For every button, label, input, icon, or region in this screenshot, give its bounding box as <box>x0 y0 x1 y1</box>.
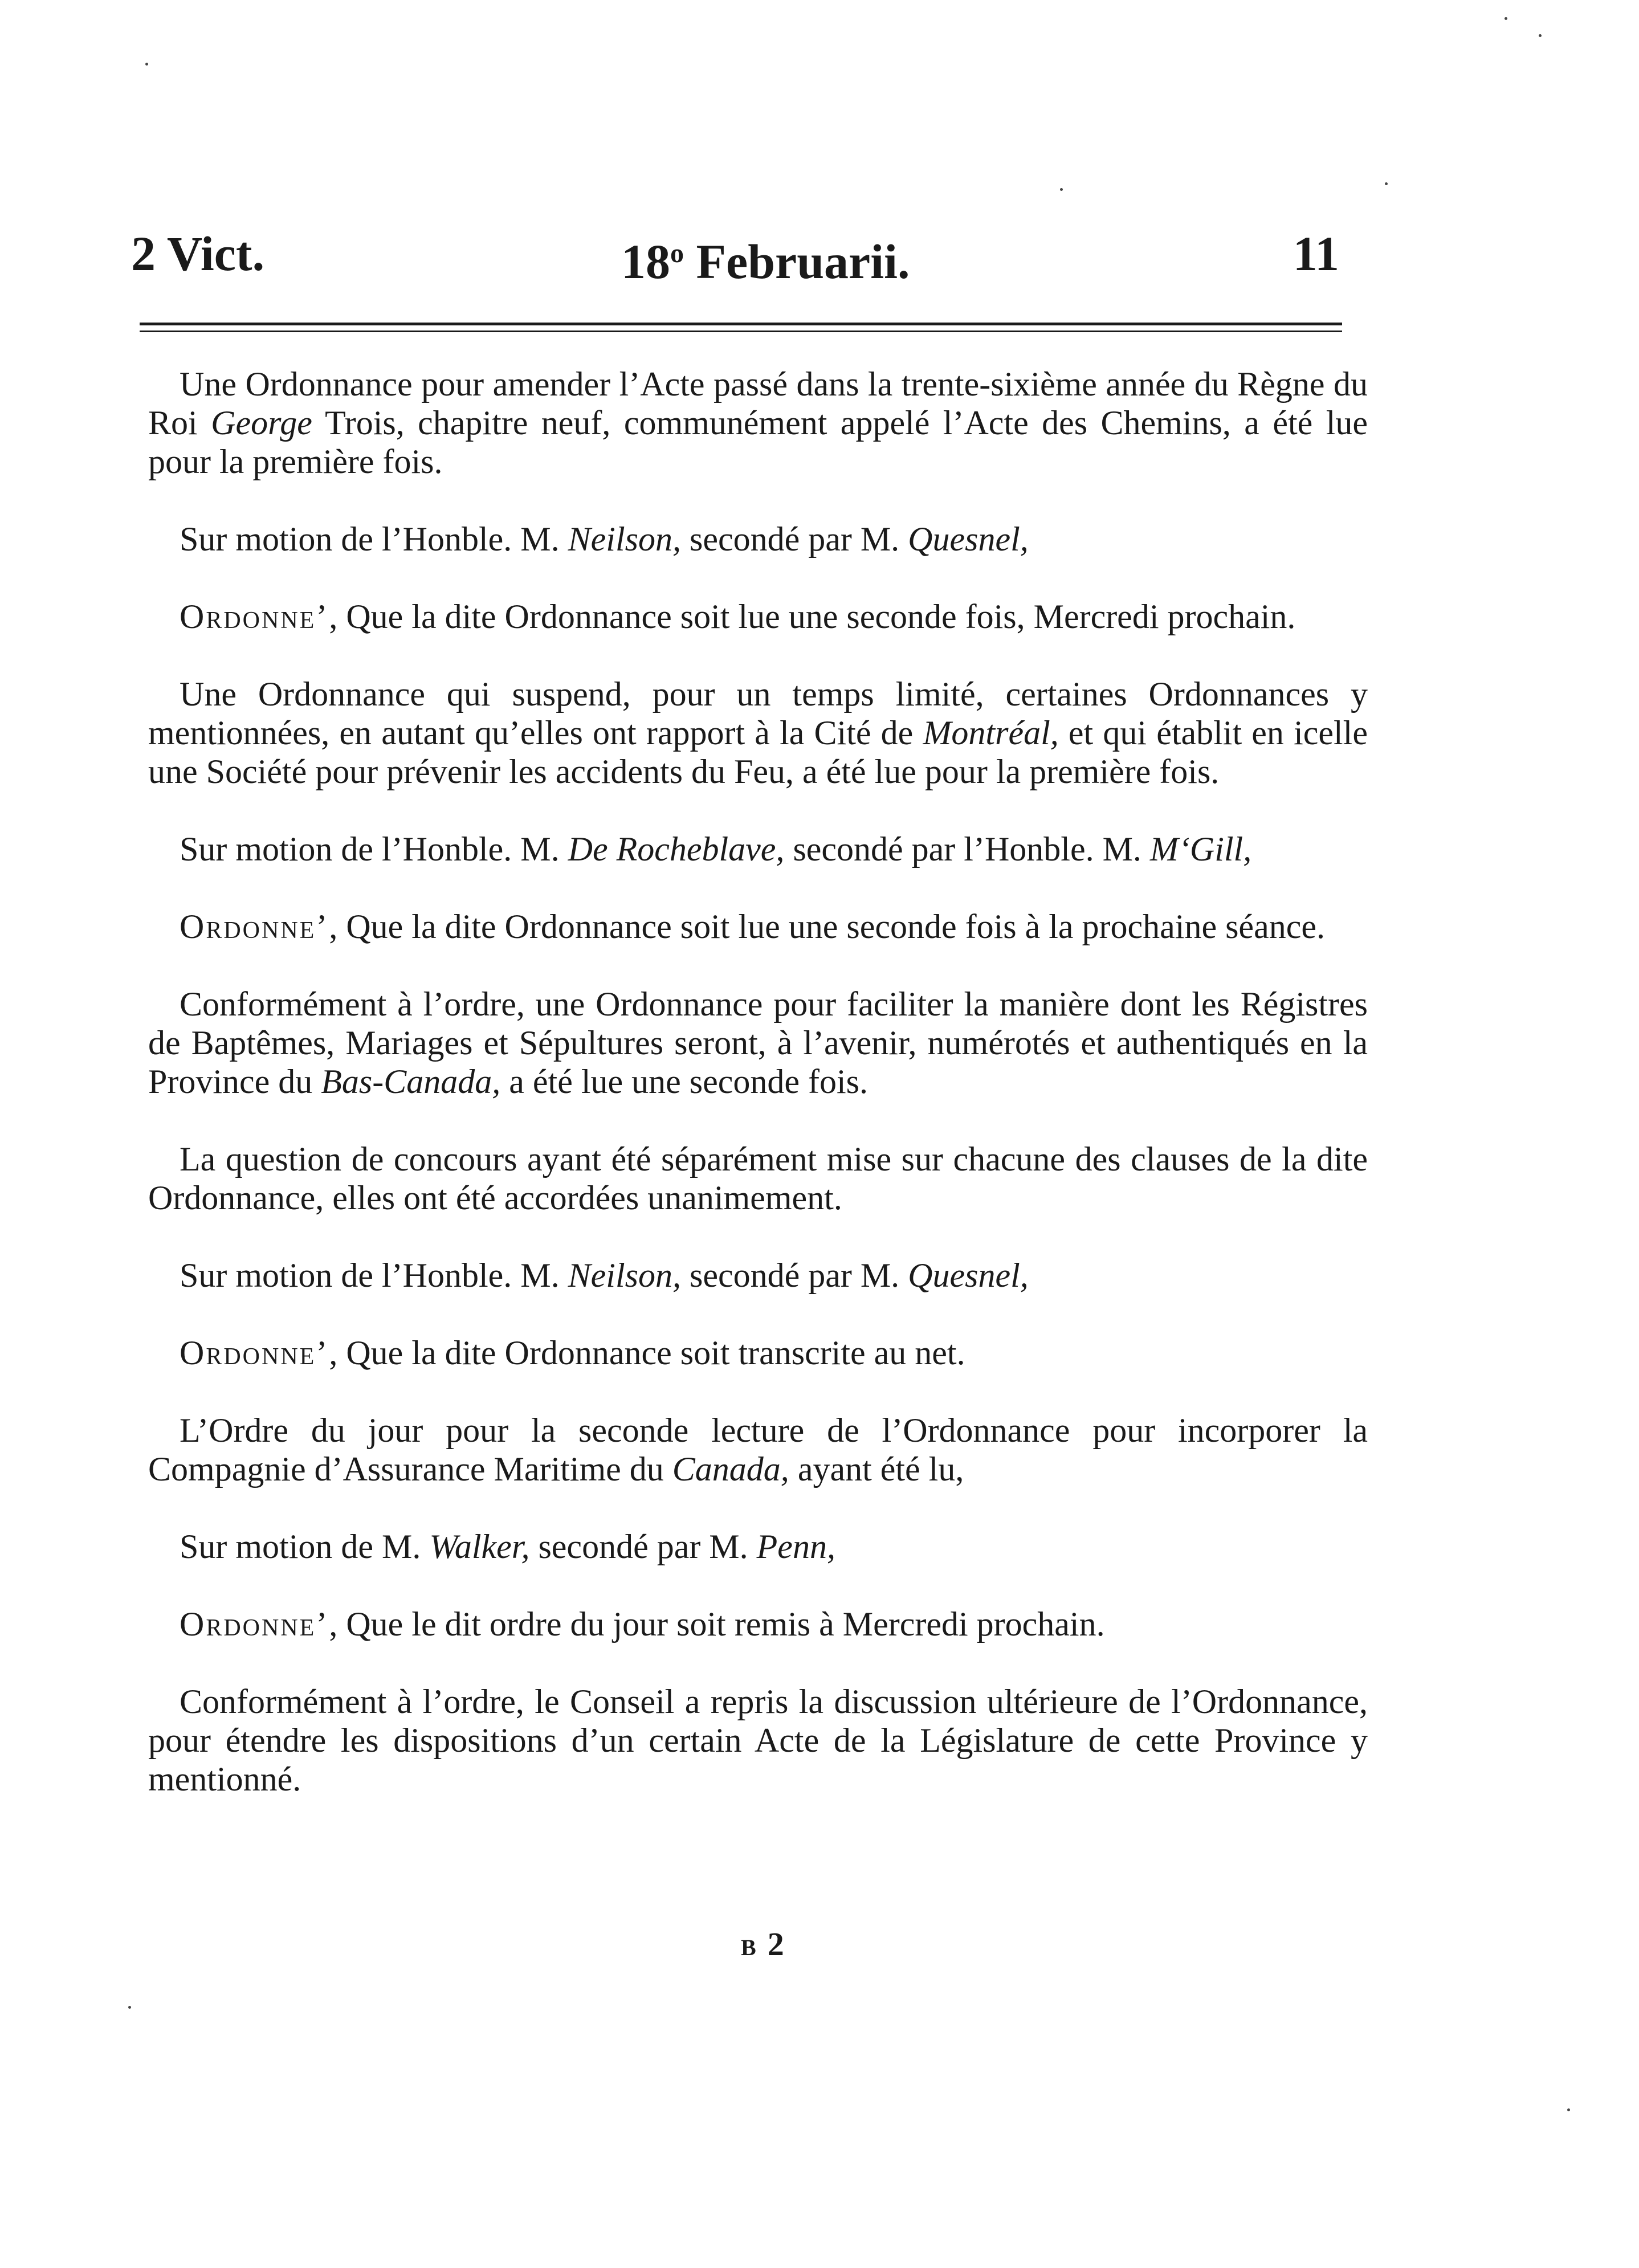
paragraph-text: , Que la dite Ordonnance soit lue une seconde fois, Mercredi prochain. <box>329 598 1296 635</box>
paragraph <box>148 1682 1368 1798</box>
paragraph <box>148 907 1368 946</box>
signature-mark <box>741 1925 791 1963</box>
italic-name: De Rocheblave, <box>568 830 785 868</box>
paragraph-text: Une Ordonnance qui suspend, pour un temps limité, certaines Ordonnances y mentionnées, en autant qu’elles ont rapport à la Cité de <box>148 675 1368 752</box>
signature-number: 2 <box>767 1926 791 1963</box>
scan-speck <box>1505 17 1507 20</box>
header-rule-thin <box>140 331 1342 332</box>
paragraph-text: Sur motion de l’Honble. M. <box>180 830 568 868</box>
paragraph <box>148 1256 1368 1295</box>
header-date-month: Februarii. <box>696 234 910 289</box>
paragraph <box>148 830 1368 868</box>
body-text <box>148 365 1368 1837</box>
scan-speck <box>1060 188 1063 191</box>
paragraph-text: Sur motion de l’Honble. M. <box>180 1257 568 1294</box>
signature-letter: B <box>741 1935 756 1960</box>
italic-name: Neilson, <box>568 520 681 558</box>
scan-speck <box>1539 34 1542 37</box>
paragraph-text: , Que le dit ordre du jour soit remis à Mercredi prochain. <box>329 1605 1105 1643</box>
paragraph-text: a été lue une seconde fois. <box>500 1063 869 1100</box>
paragraph-text: Sur motion de M. <box>180 1528 430 1565</box>
italic-name: Quesnel, <box>908 520 1029 558</box>
italic-name: Penn, <box>756 1528 835 1565</box>
paragraph-text: ayant été lu, <box>789 1450 964 1488</box>
italic-name: Walker, <box>429 1528 530 1565</box>
header-rule-thick <box>140 323 1342 325</box>
italic-name: Neilson, <box>568 1257 681 1294</box>
header-date-number: 18 <box>621 234 670 289</box>
ordonne-label: Ordonne’ <box>180 908 329 945</box>
paragraph-text: La question de concours ayant été séparément mise sur chacune des clauses de la dite Ordonnance, elles ont été accordées unanimement. <box>148 1140 1368 1217</box>
running-header <box>131 222 1339 289</box>
paragraph <box>148 365 1368 481</box>
paragraph <box>148 985 1368 1101</box>
paragraph <box>148 1333 1368 1372</box>
paragraph-text: L’Ordre du jour pour la seconde lecture de l’Ordonnance pour incorporer la Compagnie d’Assurance Maritime du <box>148 1412 1368 1488</box>
paragraph <box>148 1140 1368 1217</box>
paragraph-text: secondé par M. <box>680 1257 908 1294</box>
scan-speck <box>128 2006 131 2009</box>
paragraph <box>148 1527 1368 1566</box>
scan-speck <box>145 63 148 66</box>
paragraph <box>148 675 1368 791</box>
header-regnal-year: 2 Vict. <box>131 226 265 281</box>
paragraph-text: , Que la dite Ordonnance soit lue une seconde fois à la prochaine séance. <box>329 908 1325 945</box>
paragraph-text: secondé par M. <box>529 1528 757 1565</box>
paragraph-text: Une Ordonnance pour amender l’Acte passé dans la trente-sixième année du Règne du Roi <box>148 365 1368 442</box>
paragraph <box>148 1411 1368 1488</box>
scan-speck <box>1567 2108 1570 2111</box>
italic-name: Bas-Canada, <box>321 1063 501 1100</box>
paragraph-text: secondé par l’Honble. M. <box>784 830 1150 868</box>
page-number: 11 <box>1293 226 1339 281</box>
paragraph-text: secondé par M. <box>680 520 908 558</box>
paragraph <box>148 1605 1368 1643</box>
paragraph-text: Conformément à l’ordre, le Conseil a repris la discussion ultérieure de l’Ordonnance, pour étendre les dispositions d’un certain Acte de la Législature de cette Province y mentionné. <box>148 1683 1368 1798</box>
paragraph <box>148 597 1368 636</box>
header-date <box>621 222 910 293</box>
paragraph-text: , Que la dite Ordonnance soit transcrite au net. <box>329 1334 965 1372</box>
paragraph-text: Conformément à l’ordre, une Ordonnance pour faciliter la manière dont les Régistres de Baptêmes, Mariages et Sépultures seront, à l’avenir, numérotés et authentiqués en la Province du <box>148 985 1368 1100</box>
italic-name: Canada, <box>672 1450 789 1488</box>
italic-name: Quesnel, <box>908 1257 1029 1294</box>
paragraph-text: et qui établit en icelle une Société pour prévenir les accidents du Feu, a été lue pour la première fois. <box>148 714 1368 790</box>
italic-name: M‘Gill, <box>1149 830 1252 868</box>
paragraph-text: Trois, chapitre neuf, communément appelé l’Acte des Chemins, a été lue pour la première fois. <box>148 404 1368 480</box>
header-date-superscript: o <box>670 238 684 268</box>
italic-name: George <box>211 404 312 442</box>
ordonne-label: Ordonne’ <box>180 1605 329 1643</box>
paragraph-text: Sur motion de l’Honble. M. <box>180 520 568 558</box>
scan-speck <box>1385 182 1388 185</box>
italic-name: Montréal, <box>923 714 1059 752</box>
paragraph <box>148 520 1368 558</box>
ordonne-label: Ordonne’ <box>180 1334 329 1372</box>
ordonne-label: Ordonne’ <box>180 598 329 635</box>
